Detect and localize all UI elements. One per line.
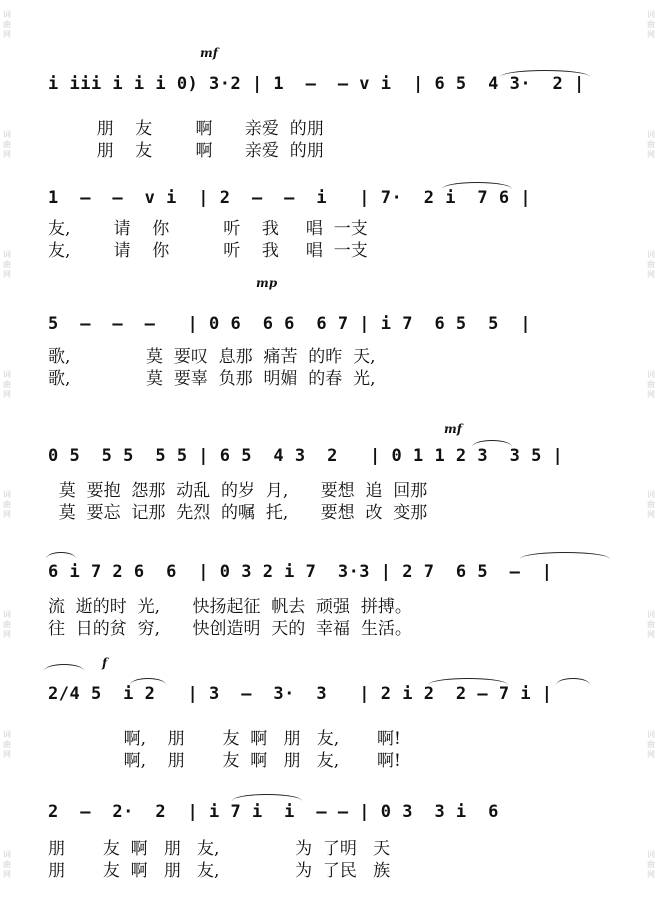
tie-slur <box>130 678 166 685</box>
tie-slur <box>556 678 590 685</box>
lyric-verse-1: 莫 要抱 怨那 动乱 的岁 月, 要想 追 回那 <box>48 481 428 501</box>
watermark-text: 词曲网 <box>3 10 11 39</box>
watermark-text: 词曲网 <box>3 610 11 639</box>
lyric-verse-1: 朋 友 啊 朋 友, 为 了明 天 <box>48 839 391 859</box>
notation-line: 6 i 7 2 6 6 | 0 3 2 i 7 3·3 | 2 7 6 5 — | <box>48 562 553 582</box>
lyric-verse-2: 啊, 朋 友 啊 朋 友, 啊! <box>48 751 401 771</box>
tie-slur <box>44 664 84 671</box>
notation-line: 2 — 2· 2 | i 7 i i — — | 0 3 3 i 6 <box>48 802 499 822</box>
watermark-text: 词曲网 <box>647 250 655 279</box>
tie-slur <box>500 70 590 77</box>
lyric-verse-1: 歌, 莫 要叹 息那 痛苦 的昨 天, <box>48 347 376 367</box>
watermark-text: 词曲网 <box>3 370 11 399</box>
tie-slur <box>232 794 302 801</box>
dynamic-marking: mf <box>200 46 218 60</box>
tie-slur <box>46 552 76 559</box>
notation-line: i iii i i i 0) 3·2 | 1 — — v i | 6 5 4 3· 2 | <box>48 74 585 94</box>
lyric-verse-2: 友, 请 你 听 我 唱 一支 <box>48 241 368 261</box>
notation-line: 5 — — — | 0 6 6 6 6 7 | i 7 6 5 5 | <box>48 314 532 334</box>
lyric-verse-2: 歌, 莫 要辜 负那 明媚 的春 光, <box>48 369 376 389</box>
watermark-text: 词曲网 <box>647 850 655 879</box>
notation-line: 2/4 5 i 2 | 3 — 3· 3 | 2 i 2 2 — 7 i | <box>48 684 553 704</box>
lyric-verse-2: 朋 友 啊 朋 友, 为 了民 族 <box>48 861 391 881</box>
lyric-verse-1: 友, 请 你 听 我 唱 一支 <box>48 219 368 239</box>
watermark-text: 词曲网 <box>3 130 11 159</box>
lyric-verse-2: 朋 友 啊 亲爱 的朋 <box>48 141 324 161</box>
watermark-text: 词曲网 <box>647 490 655 519</box>
watermark-text: 词曲网 <box>647 610 655 639</box>
watermark-text: 词曲网 <box>647 730 655 759</box>
watermark-text: 词曲网 <box>3 730 11 759</box>
dynamic-marking: f <box>102 656 108 670</box>
lyric-verse-2: 莫 要忘 记那 先烈 的嘱 托, 要想 改 变那 <box>48 503 428 523</box>
tie-slur <box>428 678 508 685</box>
dynamic-marking: mp <box>256 276 278 290</box>
watermark-text: 词曲网 <box>647 10 655 39</box>
lyric-verse-1: 朋 友 啊 亲爱 的朋 <box>48 119 324 139</box>
notation-line: 1 — — v i | 2 — — i | 7· 2 i 7 6 | <box>48 188 532 208</box>
watermark-text: 词曲网 <box>3 850 11 879</box>
lyric-verse-1: 啊, 朋 友 啊 朋 友, 啊! <box>48 729 401 749</box>
tie-slur <box>520 552 610 559</box>
lyric-verse-2: 往 日的贫 穷, 快创造明 天的 幸福 生活。 <box>48 619 412 639</box>
watermark-text: 词曲网 <box>3 490 11 519</box>
watermark-text: 词曲网 <box>647 130 655 159</box>
dynamic-marking: mf <box>444 422 462 436</box>
tie-slur <box>472 440 512 447</box>
lyric-verse-1: 流 逝的时 光, 快扬起征 帆去 顽强 拼搏。 <box>48 597 412 617</box>
notation-line: 0 5 5 5 5 5 | 6 5 4 3 2 | 0 1 1 2 3 3 5 | <box>48 446 564 466</box>
tie-slur <box>442 182 512 189</box>
watermark-text: 词曲网 <box>647 370 655 399</box>
watermark-strip-left <box>0 0 14 918</box>
watermark-text: 词曲网 <box>3 250 11 279</box>
